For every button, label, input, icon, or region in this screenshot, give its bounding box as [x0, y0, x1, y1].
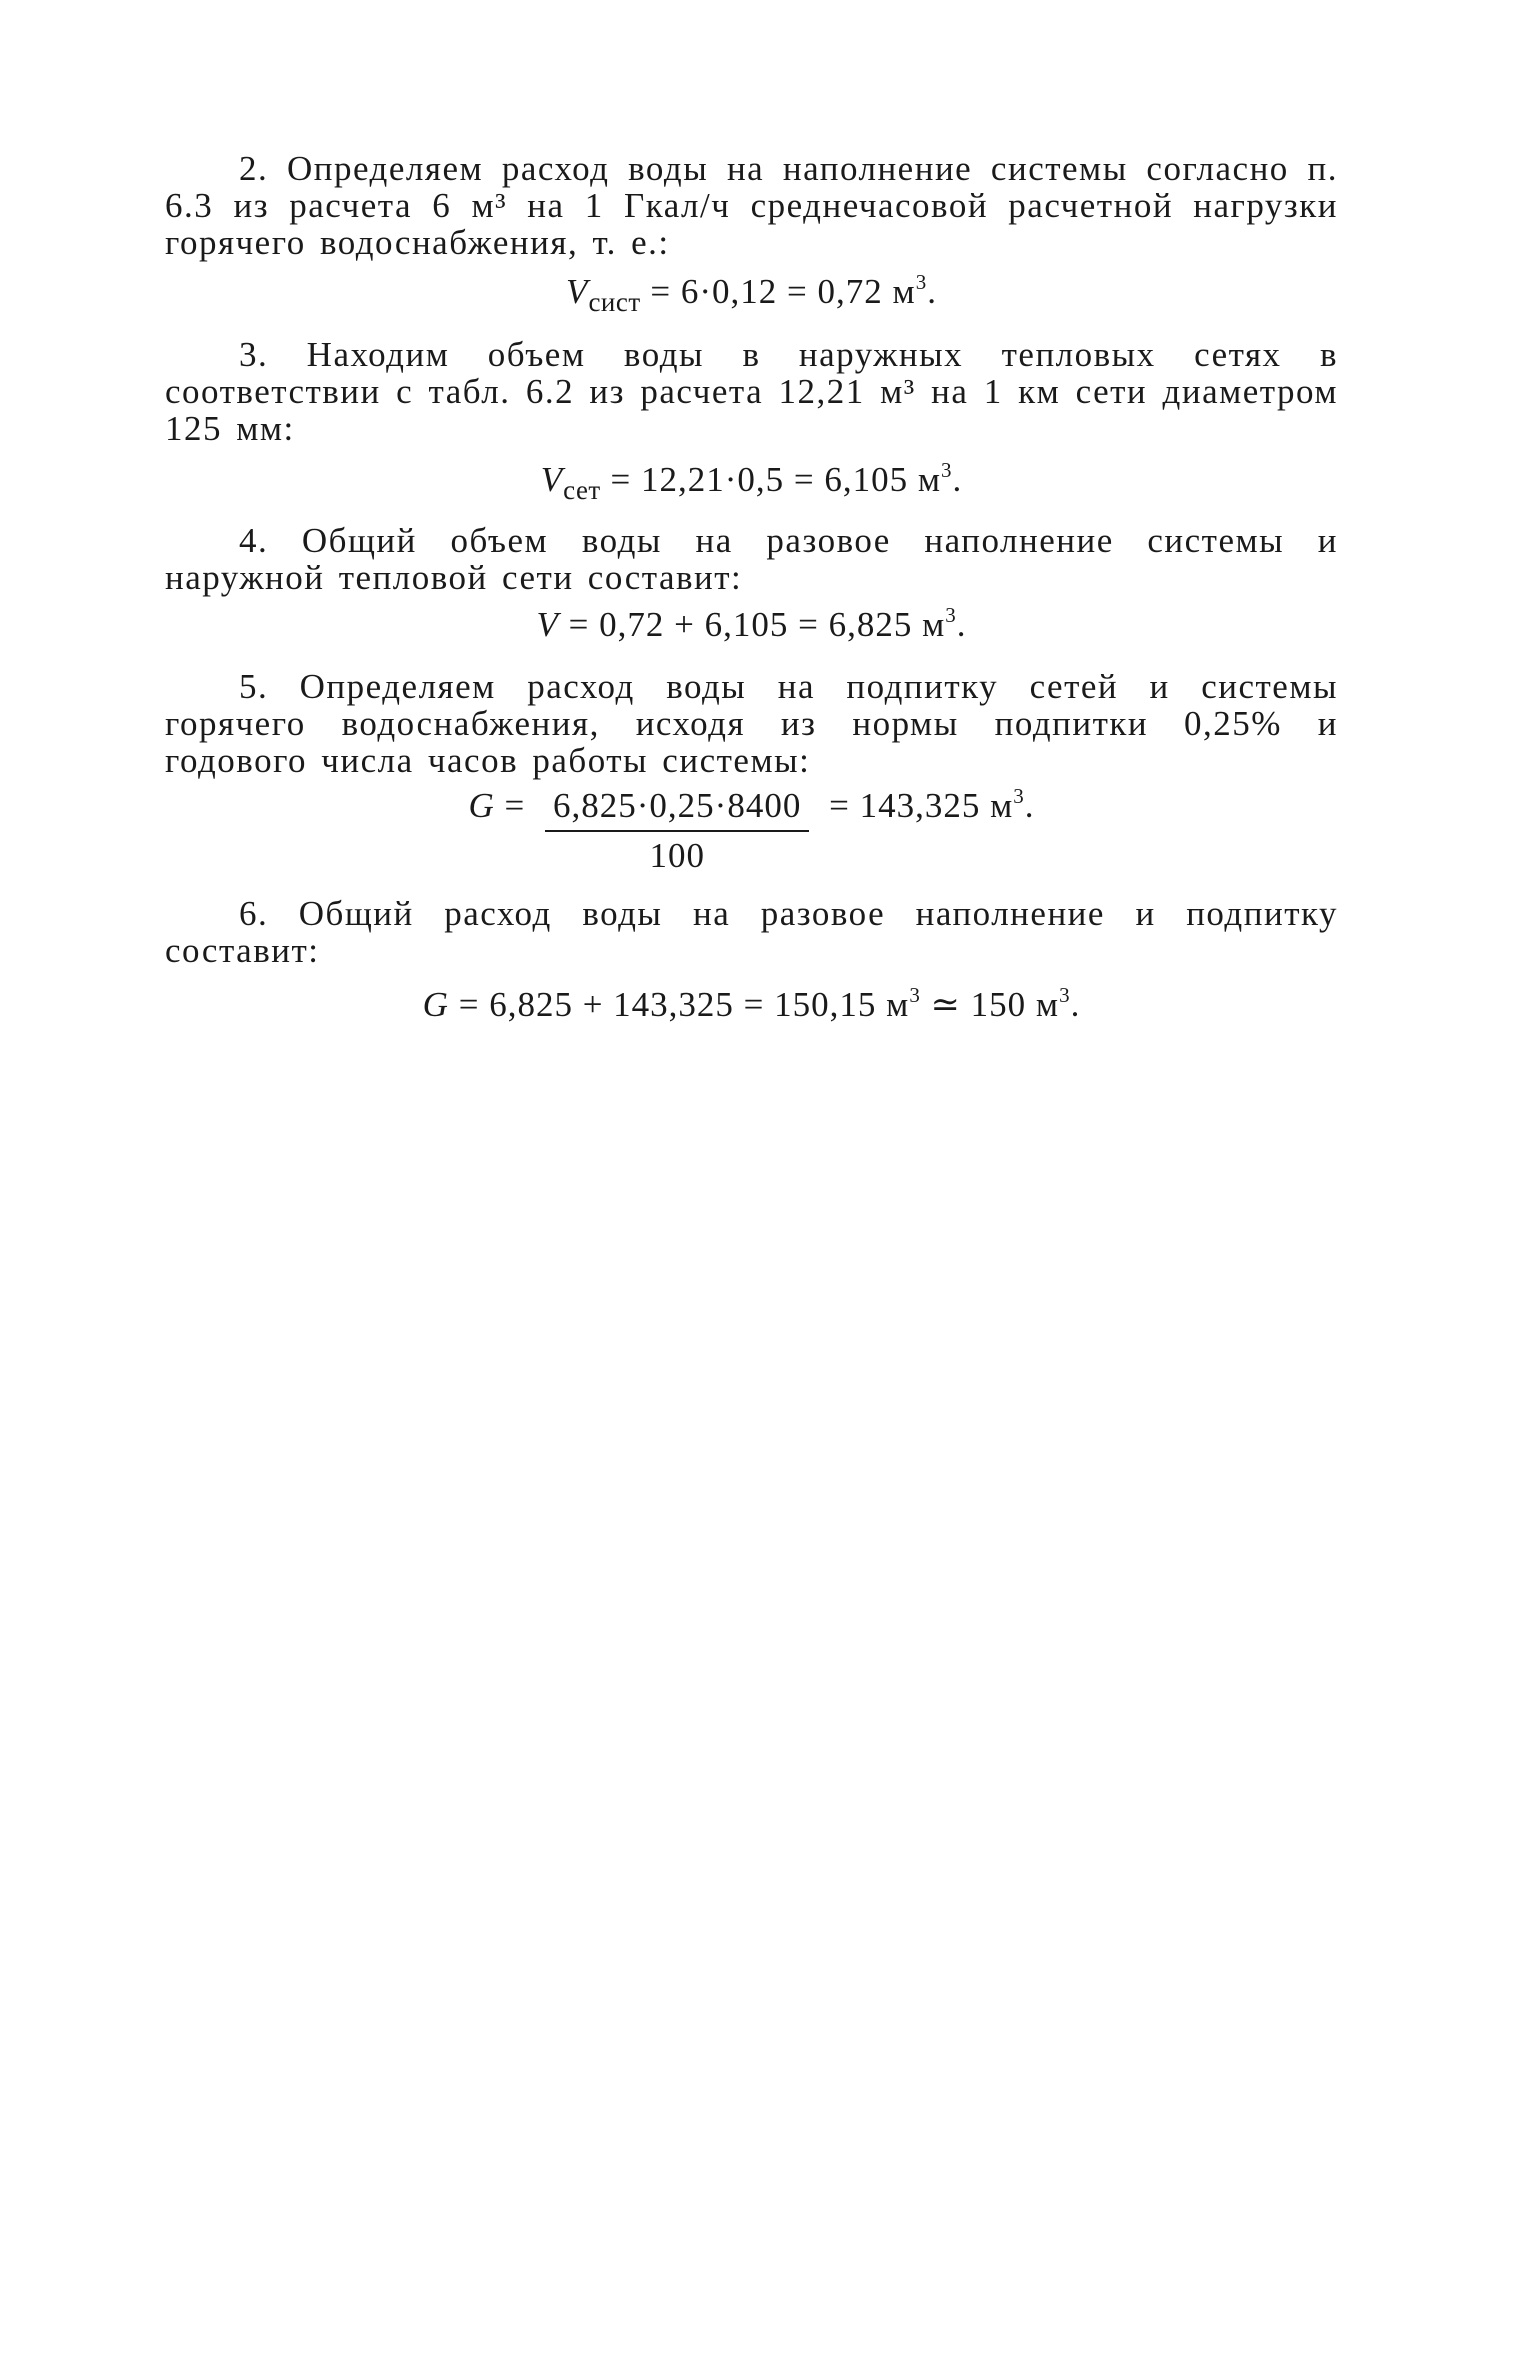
formula-v-total-period: . — [956, 605, 967, 644]
formula-g-makeup-period: . — [1024, 786, 1035, 825]
paragraph-2 — [165, 150, 1338, 261]
formula-v-set-period: . — [952, 460, 963, 499]
formula-v-sist-subscript: сист — [588, 287, 641, 317]
formula-g-total — [165, 985, 1338, 1029]
formula-v-set-expression: = 12,21·0,5 = 6,105 м — [610, 460, 942, 499]
formula-v-sist-expression: = 6·0,12 = 0,72 м — [650, 272, 916, 311]
formula-g-total-expression: = 6,825 + 143,325 = 150,15 м — [458, 985, 910, 1024]
formula-g-total-superscript-b: 3 — [1059, 983, 1071, 1007]
paragraph-4-text: 4. Общий объем воды на разовое наполнение системы и наружной тепловой сети составит: — [165, 521, 1338, 597]
formula-v-set-subscript: сет — [563, 475, 601, 505]
formula-g-makeup-superscript: 3 — [1013, 784, 1025, 808]
paragraph-3 — [165, 336, 1338, 447]
paragraph-4 — [165, 522, 1338, 596]
formula-v-total-superscript: 3 — [945, 603, 957, 627]
formula-v-set-superscript: 3 — [941, 458, 953, 482]
formula-g-makeup-equals: = — [504, 786, 526, 825]
paragraph-6 — [165, 895, 1338, 969]
formula-g-total-approximation: ≃ 150 м — [920, 985, 1060, 1024]
paragraph-2-text: 2. Определяем расход воды на наполнение системы согласно п. 6.3 из расчета 6 м³ на 1 Гкал/ч среднечасовой расчетной нагрузки горячего водоснабжения, т. е.: — [165, 149, 1338, 262]
formula-g-makeup-denominator: 100 — [649, 836, 705, 875]
formula-g-total-variable: G — [422, 985, 449, 1024]
formula-v-sist-period: . — [927, 272, 937, 311]
formula-v-total-expression: = 0,72 + 6,105 = 6,825 м — [568, 605, 946, 644]
formula-v-set — [165, 460, 1338, 504]
formula-v-sist-superscript: 3 — [915, 270, 928, 294]
formula-v-total-variable: V — [536, 605, 559, 644]
formula-g-makeup — [165, 786, 1338, 874]
formula-v-sist-variable: V — [566, 272, 589, 311]
paragraph-5 — [165, 668, 1338, 779]
formula-g-makeup-result: = 143,325 м — [829, 786, 1014, 825]
paragraph-3-text: 3. Находим объем воды в наружных тепловых сетях в соответствии с табл. 6.2 из расчета 12,21 м³ на 1 км сети диаметром 125 мм: — [165, 335, 1338, 448]
paragraph-5-text: 5. Определяем расход воды на подпитку сетей и системы горячего водоснабжения, исходя из нормы подпитки 0,25% и годового числа часов работы системы: — [165, 667, 1338, 780]
formula-g-makeup-numerator: 6,825·0,25·8400 — [545, 788, 809, 832]
formula-v-set-variable: V — [540, 460, 564, 499]
paragraph-6-text: 6. Общий расход воды на разовое наполнение и подпитку составит: — [165, 894, 1338, 970]
formula-v-sist — [165, 272, 1338, 316]
formula-g-makeup-variable: G — [468, 786, 495, 825]
formula-g-total-period: . — [1070, 985, 1081, 1024]
formula-v-total — [165, 605, 1338, 649]
formula-g-total-superscript-a: 3 — [909, 983, 921, 1007]
formula-g-makeup-fraction — [545, 788, 809, 874]
